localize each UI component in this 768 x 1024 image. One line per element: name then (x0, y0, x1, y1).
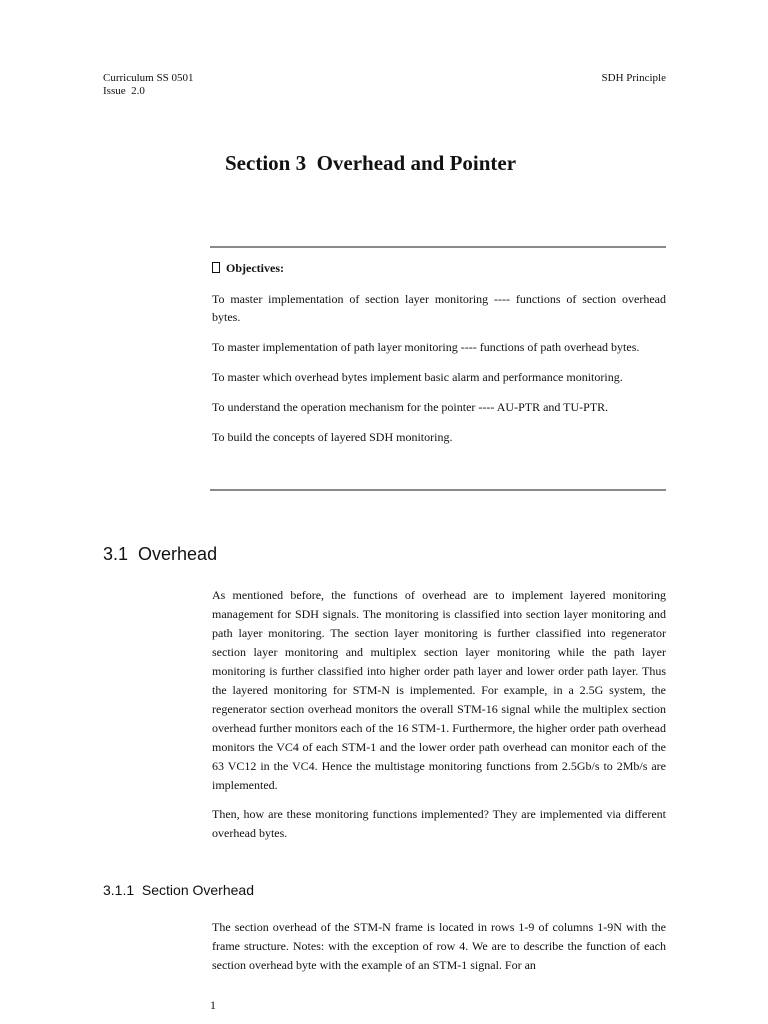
objectives-bottom-rule (210, 489, 666, 491)
objective-item: To master implementation of path layer monitoring ---- functions of path overhead bytes. (212, 340, 640, 354)
objectives-list (212, 290, 666, 458)
objective-item: To master implementation of section layer monitoring ---- functions of section overhead bytes. (212, 292, 666, 324)
topic-label: SDH Principle (601, 72, 666, 84)
objectives-top-rule (210, 246, 666, 248)
paragraph: As mentioned before, the functions of overhead are to implement layered monitoring management for SDH signals. The monitoring is classified into section layer monitoring and path layer monitoring. The section layer monitoring is further classified into regenerator section layer monitoring and multiplex section layer monitoring while the path layer monitoring is further classified into higher order path layer and lower order path layer. Thus the layered monitoring for STM-N is implemented. For example, in a 2.5G system, the regenerator section overhead monitors the overall STM-16 signal while the multiplex section overhead further monitors each of the 16 STM-1. Furthermore, the higher order path overhead monitors the VC4 of each STM-1 and the lower order path overhead can monitor each of the 63 VC12 in the VC4. Hence the multistage monitoring functions from 2.5Gb/s to 2Mb/s are implemented. (212, 588, 666, 792)
paragraph: Then, how are these monitoring functions implemented? They are implemented via different overhead bytes. (212, 807, 666, 840)
paragraph: The section overhead of the STM-N frame is located in rows 1-9 of columns 1-9N with the frame structure. Notes: with the exception of row 4. We are to describe the function of each section overhead byte with the example of an STM-1 signal. For an (212, 920, 666, 972)
running-header-right (602, 72, 666, 85)
objective-item: To build the concepts of layered SDH monitoring. (212, 430, 453, 444)
curriculum-label: Curriculum SS 0501 (103, 72, 194, 84)
section-overhead-heading: 3.1.1 Section Overhead (103, 882, 254, 898)
overhead-heading: 3.1 Overhead (103, 544, 218, 564)
section-overhead-body (212, 918, 666, 985)
running-header-left (103, 72, 193, 98)
objective-item: To understand the operation mechanism for the pointer ---- AU-PTR and TU-PTR. (212, 400, 609, 414)
issue-label: Issue 2.0 (103, 85, 145, 97)
overhead-body (212, 586, 666, 853)
objectives-heading (212, 261, 284, 276)
box-icon (212, 262, 220, 273)
page-number: 1 (210, 998, 216, 1012)
section-title: Section 3 Overhead and Pointer (225, 151, 517, 175)
objectives-heading-label: Objectives: (226, 261, 284, 275)
objective-item: To master which overhead bytes implement basic alarm and performance monitoring. (212, 370, 623, 384)
